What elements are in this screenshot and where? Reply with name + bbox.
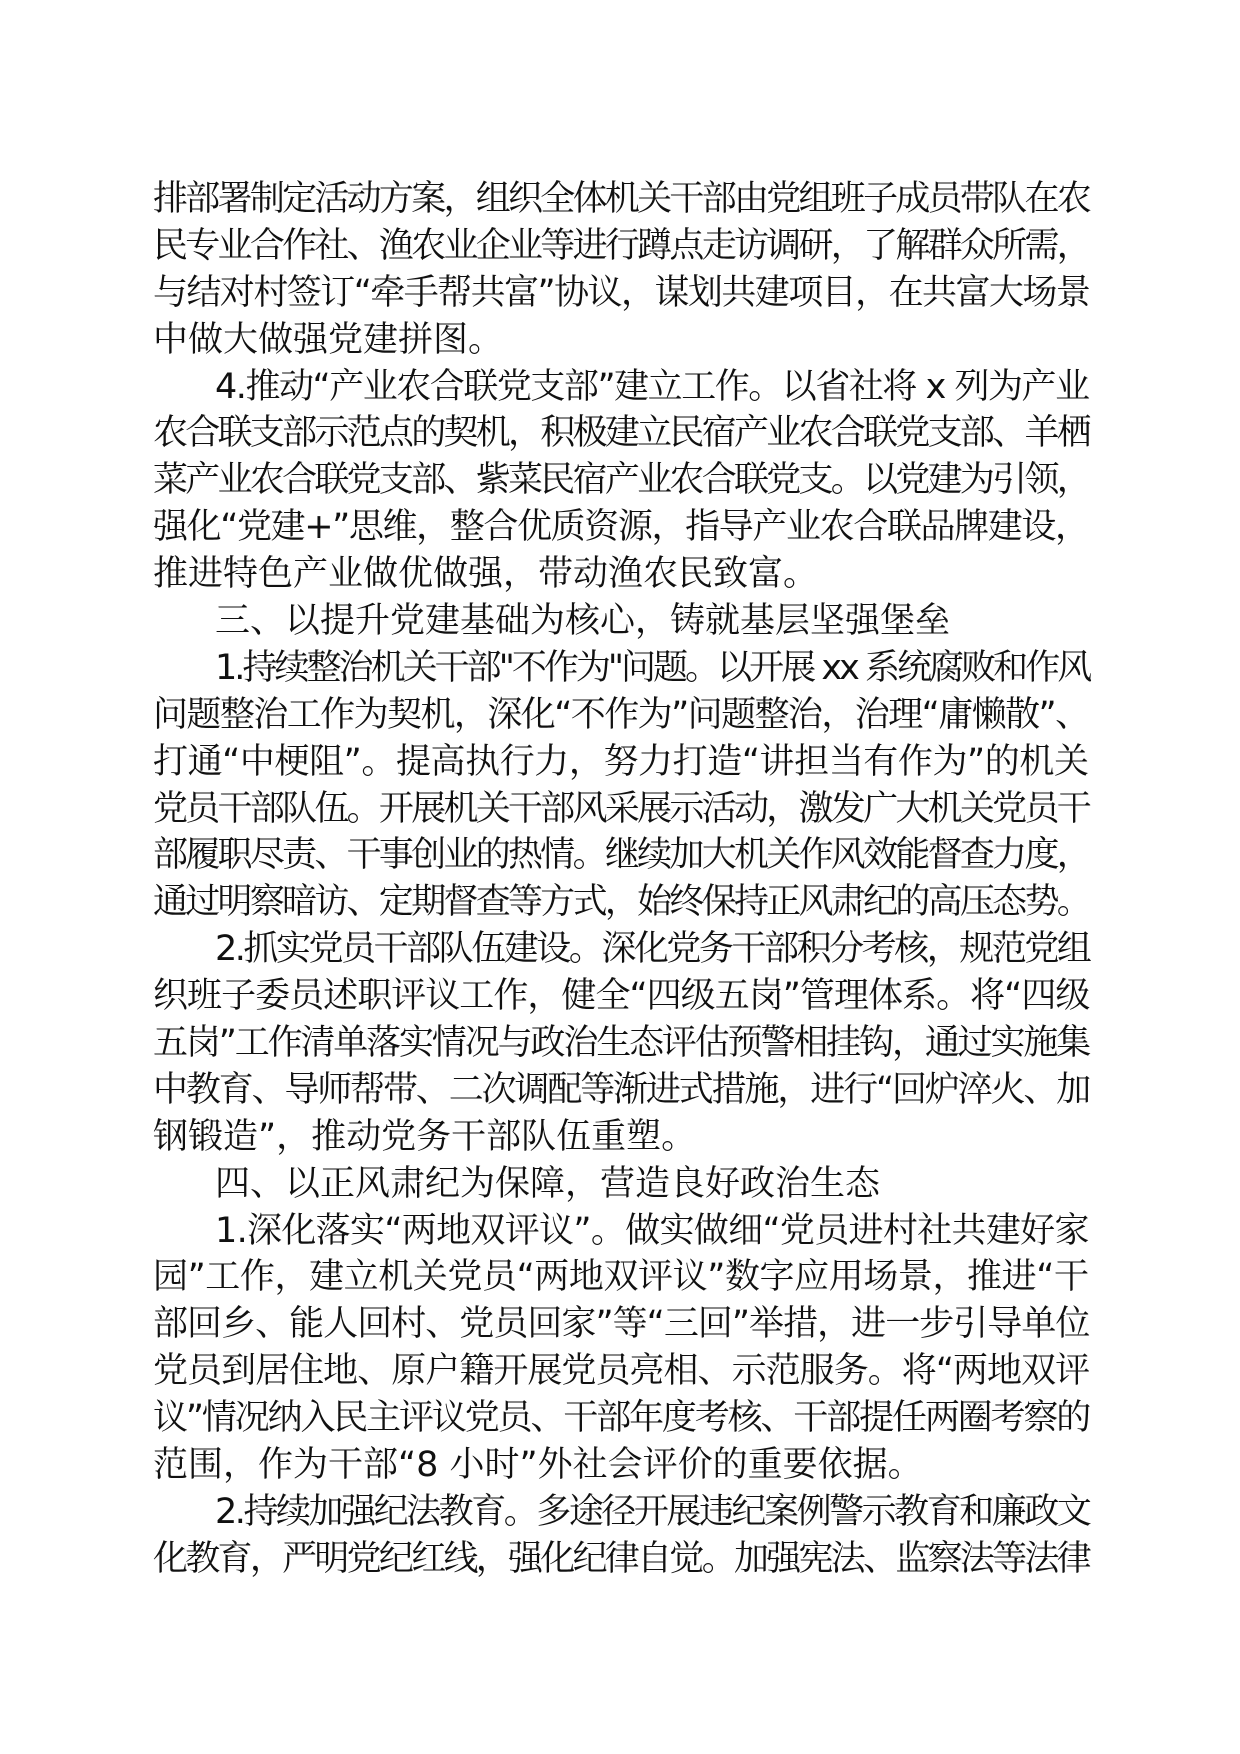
text-line: 党员干部队伍。开展机关干部风采展示活动，激发广大机关党员干 (153, 788, 1090, 829)
text-line: 化教育，严明党纪红线，强化纪律自觉。加强宪法、监察法等法律 (153, 1538, 1090, 1579)
text-line: 农合联支部示范点的契机，积极建立民宿产业农合联党支部、羊栖 (153, 413, 1090, 454)
text-line: 2.持续加强纪法教育。多途径开展违纪案例警示教育和廉政文 (215, 1491, 1090, 1532)
text-line: 1.持续整治机关干部"不作为"问题。以开展 xx 系统腐败和作风 (215, 647, 1090, 688)
text-line: 织班子委员述职评议工作，健全“四级五岗”管理体系。将“四级 (153, 976, 1090, 1017)
text-line: 1.深化落实“两地双评议”。做实做细“党员进村社共建好家 (215, 1210, 1089, 1251)
text-line: 中做大做强党建拼图。 (153, 319, 504, 360)
text-line: 强化“党建+”思维，整合优质资源，指导产业农合联品牌建设， (153, 507, 1089, 548)
text-line: 排部署制定活动方案，组织全体机关干部由党组班子成员带队在农 (153, 179, 1090, 219)
text-line: 与结对村签订“牵手帮共富”协议，谋划共建项目，在共富大场景 (153, 272, 1090, 313)
text-line: 钢锻造”，推动党务干部队伍重塑。 (153, 1116, 697, 1157)
text-line: 议”情况纳入民主评议党员、干部年度考核、干部提任两圈考察的 (153, 1398, 1090, 1439)
text-line: 推进特色产业做优做强，带动渔农民致富。 (153, 554, 819, 595)
text-line: 民专业合作社、渔农业企业等进行蹲点走访调研，了解群众所需， (153, 225, 1090, 266)
text-line: 范围，作为干部“8 小时”外社会评价的重要依据。 (153, 1445, 923, 1486)
body-text (153, 176, 1089, 1583)
text-line: 三、以提升党建基础为核心，铸就基层坚强堡垒 (215, 601, 951, 642)
text-line: 2.抓实党员干部队伍建设。深化党务干部积分考核，规范党组 (215, 929, 1090, 970)
text-line: 4.推动“产业农合联党支部”建立工作。以省社将 x 列为产业 (215, 366, 1089, 407)
text-line: 部履职尽责、干事创业的热情。继续加大机关作风效能督查力度， (153, 835, 1090, 876)
text-line: 问题整治工作为契机，深化“不作为”问题整治，治理“庸懒散”、 (153, 694, 1089, 735)
text-line: 党员到居住地、原户籍开展党员亮相、示范服务。将“两地双评 (153, 1351, 1090, 1392)
text-line: 部回乡、能人回村、党员回家”等“三回”举措，进一步引导单位 (153, 1304, 1090, 1345)
text-line: 四、以正风肃纪为保障，营造良好政治生态 (215, 1163, 881, 1204)
text-line: 园”工作，建立机关党员“两地双评议”数字应用场景，推进“干 (153, 1257, 1089, 1298)
text-line: 通过明察暗访、定期督查等方式，始终保持正风肃纪的高压态势。 (153, 882, 1090, 923)
text-line: 菜产业农合联党支部、紫菜民宿产业农合联党支。以党建为引领， (153, 460, 1090, 501)
text-line: 五岗”工作清单落实情况与政治生态评估预警相挂钩，通过实施集 (153, 1023, 1090, 1064)
text-line: 打通“中梗阻”。提高执行力，努力打造“讲担当有作为”的机关 (153, 741, 1089, 782)
text-line: 中教育、导师帮带、二次调配等渐进式措施，进行“回炉淬火、加 (153, 1069, 1090, 1110)
